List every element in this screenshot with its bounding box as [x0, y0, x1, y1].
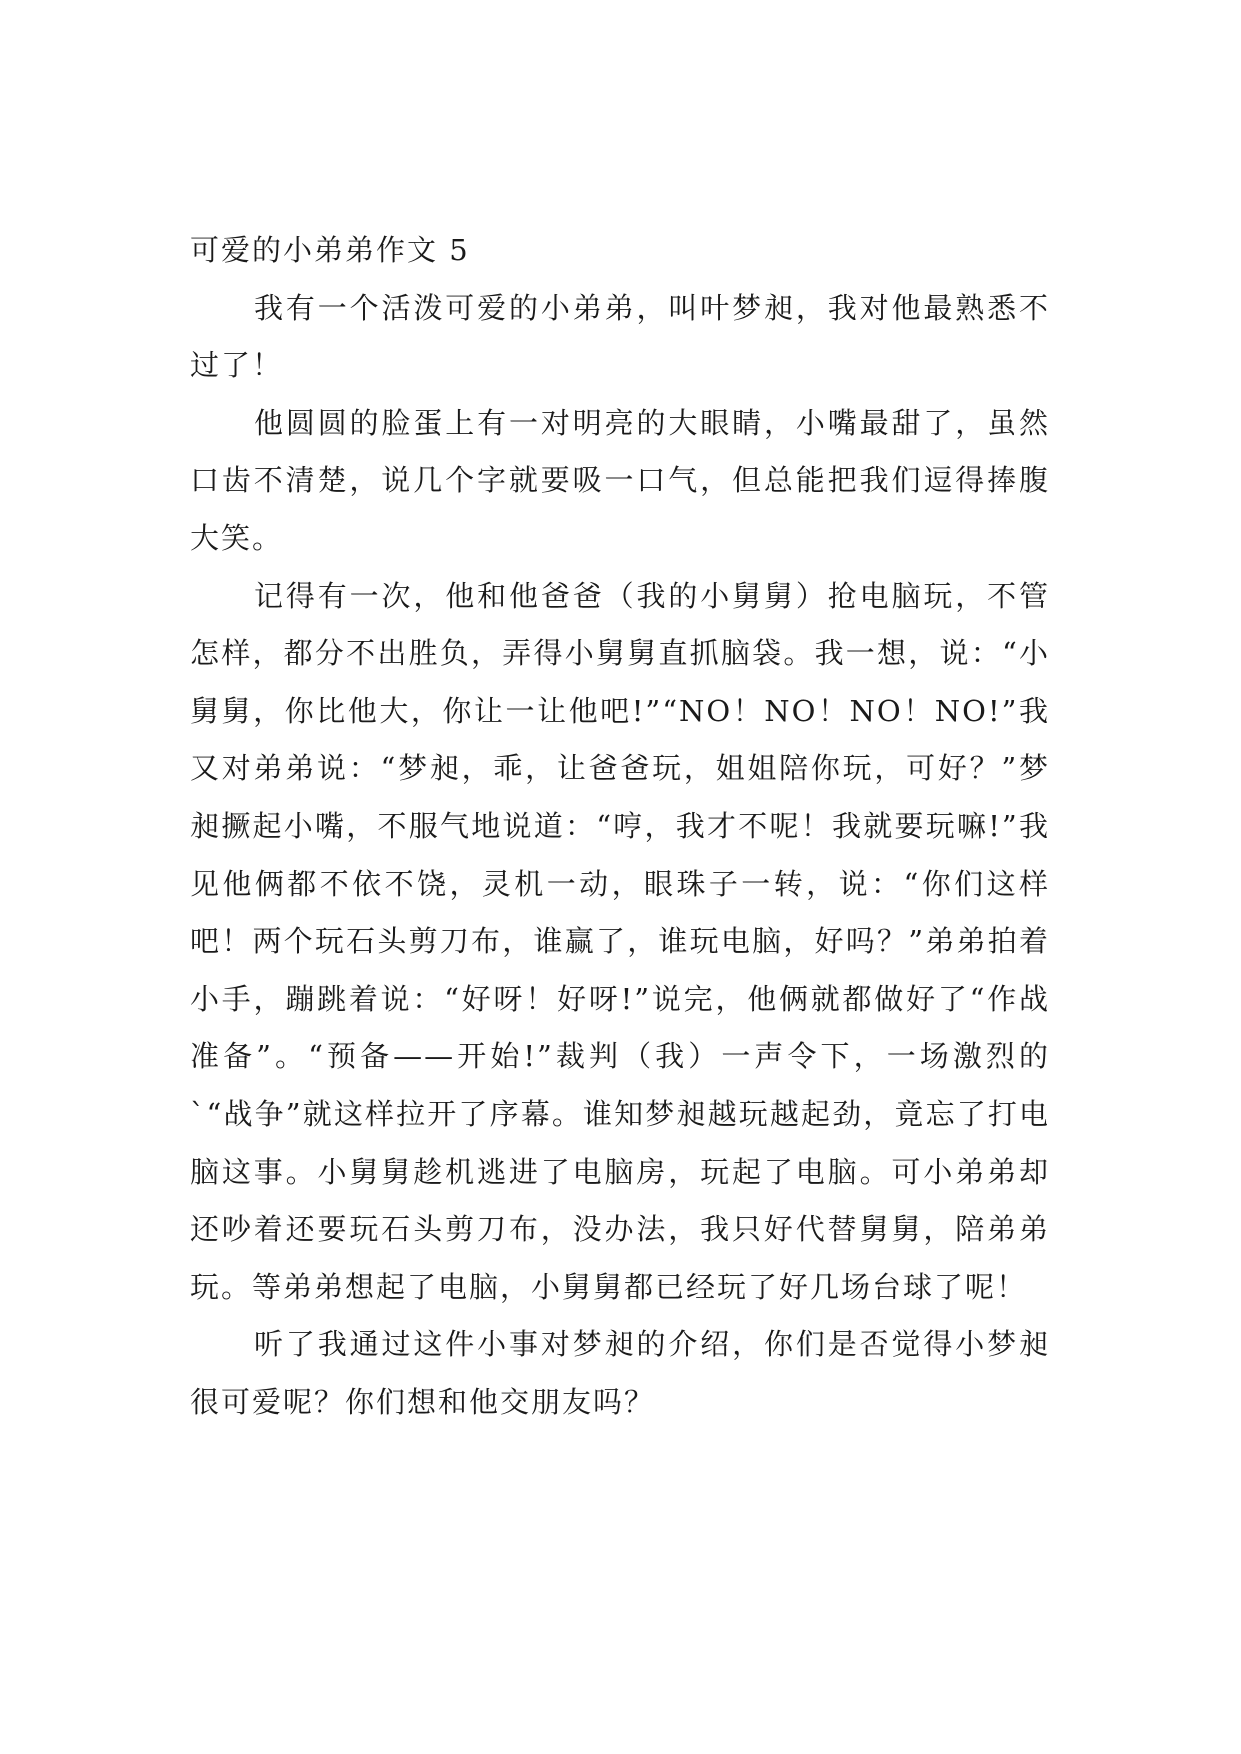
paragraph-3: 记得有一次，他和他爸爸（我的小舅舅）抢电脑玩，不管怎样，都分不出胜负，弄得小舅舅直抓脑袋。我一想，说：“小舅舅，你比他大，你让一让他吧!”“NO！NO！NO！NO!”我又对弟弟说：“梦昶，乖，让爸爸玩，姐姐陪你玩，可好？”梦昶撅起小嘴，不服气地说道：“哼，我才不呢！我就要玩嘛!”我见他俩都不依不饶，灵机一动，眼珠子一转，说：“你们这样吧！两个玩石头剪刀布，谁赢了，谁玩电脑，好吗？”弟弟拍着小手，蹦跳着说：“好呀！好呀!”说完，他俩就都做好了“作战准备”。“预备——开始!”裁判（我）一声令下，一场激烈的`“战争”就这样拉开了序幕。谁知梦昶越玩越起劲，竟忘了打电脑这事。小舅舅趁机逃进了电脑房，玩起了电脑。可小弟弟却还吵着还要玩石头剪刀布，没办法，我只好代替舅舅，陪弟弟玩。等弟弟想起了电脑，小舅舅都已经玩了好几场台球了呢！	[190, 578, 1050, 1304]
paragraph-4: 听了我通过这件小事对梦昶的介绍，你们是否觉得小梦昶很可爱呢？你们想和他交朋友吗？	[190, 1327, 1050, 1419]
paragraph-1: 我有一个活泼可爱的小弟弟，叫叶梦昶，我对他最熟悉不过了！	[190, 290, 1050, 383]
paragraph-2: 他圆圆的脸蛋上有一对明亮的大眼睛，小嘴最甜了，虽然口齿不清楚，说几个字就要吸一口气，但总能把我们逗得捧腹大笑。	[190, 405, 1050, 555]
document-title: 可爱的小弟弟作文 5	[190, 233, 470, 267]
document-body	[190, 222, 1050, 1431]
